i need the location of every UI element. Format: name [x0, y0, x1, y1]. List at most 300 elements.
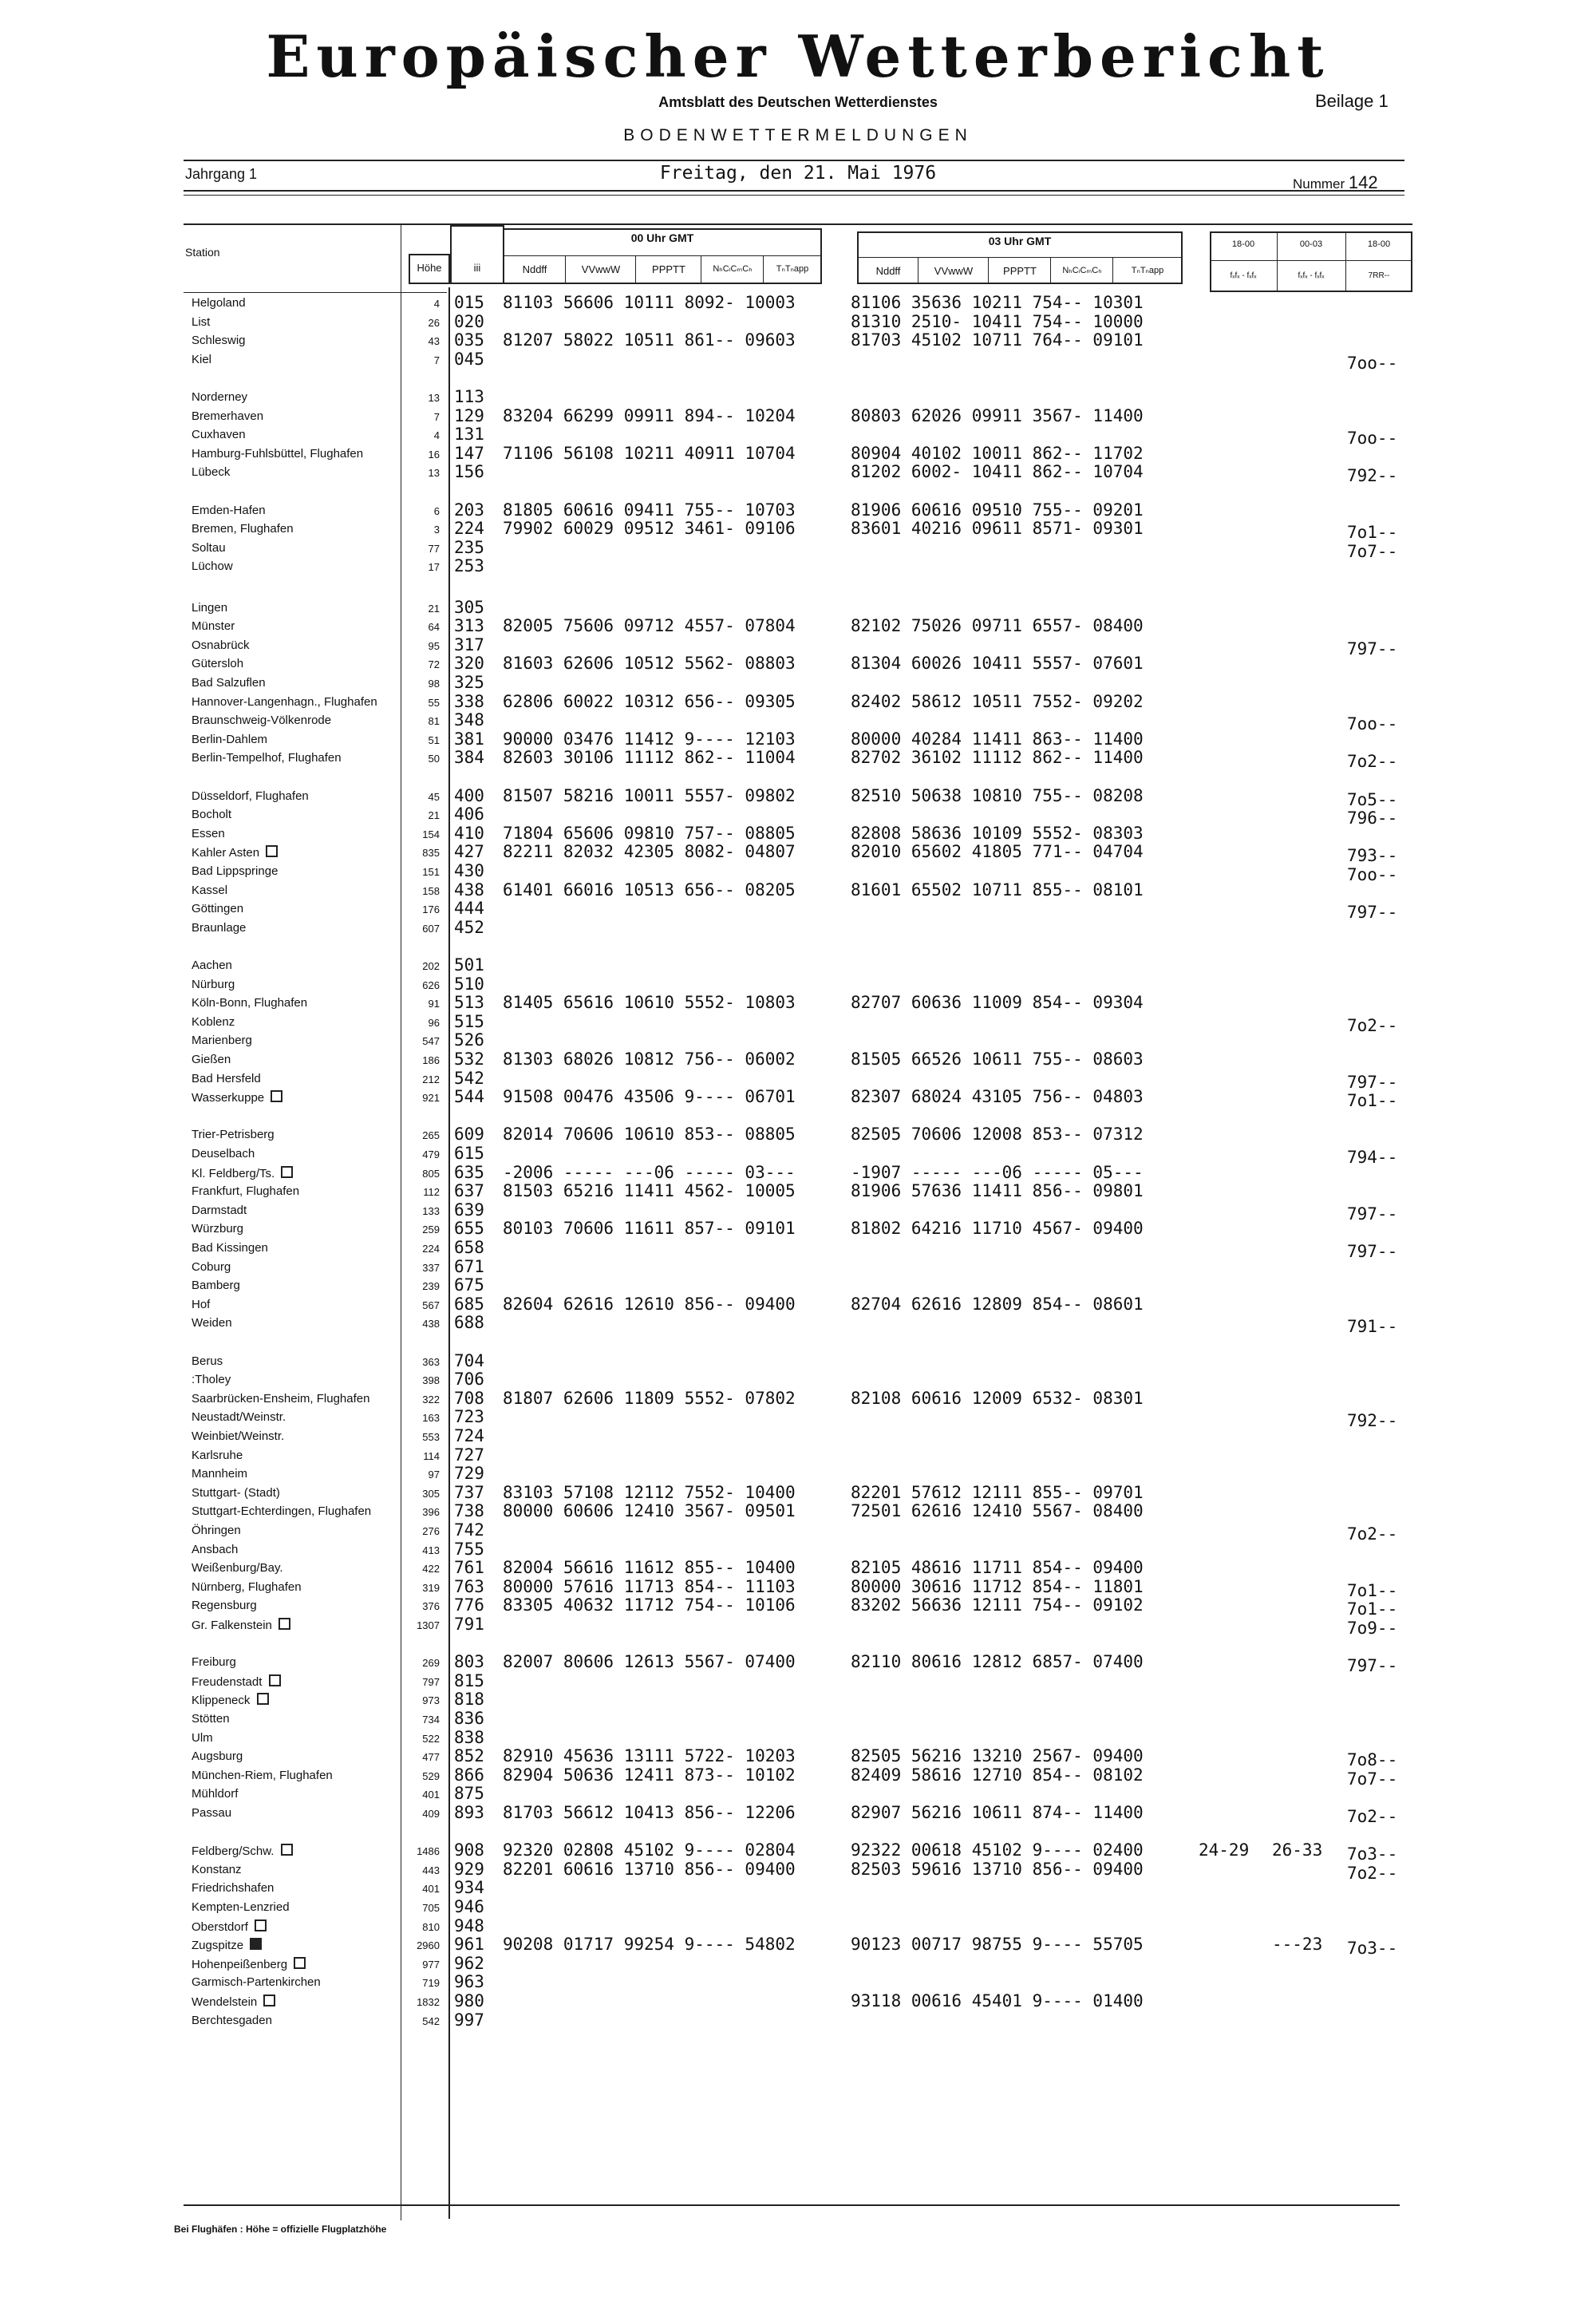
table-row: [0, 1294, 1596, 1312]
station-name: [192, 1279, 240, 1292]
issue-number-label: Nummer: [1293, 176, 1345, 192]
station-name: [192, 1580, 302, 1594]
obs-03-gmt: 92322 00618 45102 9---- 02400: [851, 1840, 1144, 1860]
station-name: [192, 1995, 275, 2009]
station-name-label: Köln-Bonn, Flughafen: [192, 996, 308, 1010]
station-name: [192, 1486, 280, 1500]
station-name-label: Weiden: [192, 1316, 232, 1330]
station-name-label: Braunschweig-Völkenrode: [192, 714, 332, 727]
station-name: [192, 714, 331, 727]
obs-00-gmt: 83204 66299 09911 894-- 10204: [503, 406, 796, 425]
station-name-label: Bamberg: [192, 1279, 240, 1292]
table-row: [0, 555, 1596, 574]
station-id: 406: [454, 805, 484, 824]
station-height: 77: [428, 543, 440, 555]
station-name: [192, 1919, 267, 1934]
station-name-label: Berlin-Tempelhof, Flughafen: [192, 751, 342, 765]
station-height: 401: [422, 1883, 440, 1895]
station-name-label: Norderney: [192, 390, 248, 404]
table-row: [0, 1350, 1596, 1369]
col00-ppptt: PPPTT: [652, 263, 685, 275]
station-id: 452: [454, 918, 484, 937]
station-id: 737: [454, 1483, 484, 1502]
table-row: [0, 1086, 1596, 1110]
table-row: [0, 311, 1596, 330]
obs-03-gmt: 90123 00717 98755 9---- 55705: [851, 1935, 1144, 1954]
station-name: [192, 1975, 321, 1989]
station-id: 224: [454, 519, 484, 538]
precip-group: 7o1--: [1347, 523, 1398, 542]
col03-sep4: [1112, 257, 1113, 284]
precip-group: 7oo--: [1347, 429, 1398, 448]
precip-group: 7o2--: [1347, 1016, 1398, 1035]
col-period-sub3: 7RR--: [1368, 271, 1390, 280]
station-name-label: Göttingen: [192, 902, 244, 915]
precip-group: 794--: [1347, 1148, 1398, 1167]
footer-rule: [184, 2204, 1400, 2206]
station-height: 322: [422, 1394, 440, 1405]
table-row: [0, 785, 1596, 809]
table-row: [0, 1406, 1596, 1430]
station-name-label: Stuttgart-Echterdingen, Flughafen: [192, 1504, 372, 1518]
station-name: [192, 1599, 257, 1612]
station-name: [192, 353, 211, 366]
obs-03-gmt: 82510 50638 10810 755-- 08208: [851, 786, 1144, 805]
col03-ppptt: PPPTT: [1003, 265, 1037, 277]
obs-03-gmt: 80904 40102 10011 862-- 11702: [851, 444, 1144, 463]
station-height: 163: [422, 1412, 440, 1424]
obs-03-gmt: 82409 58616 12710 854-- 08102: [851, 1765, 1144, 1785]
station-height: 269: [422, 1657, 440, 1669]
col03-sep2: [988, 257, 989, 284]
obs-03-gmt: 82110 80616 12812 6857- 07400: [851, 1652, 1144, 1671]
station-name: [192, 1072, 261, 1085]
station-name: [192, 1938, 262, 1952]
empty-square-icon: [255, 1919, 267, 1931]
obs-03-gmt: 82704 62616 12809 854-- 08601: [851, 1295, 1144, 1314]
station-id: 430: [454, 861, 484, 880]
station-name-label: Osnabrück: [192, 638, 250, 652]
table-row: [0, 1896, 1596, 1915]
station-height: 363: [422, 1356, 440, 1368]
precip-group: 7o2--: [1347, 1524, 1398, 1544]
station-id: 946: [454, 1897, 484, 1916]
station-name-label: Gütersloh: [192, 657, 244, 670]
station-height: 224: [422, 1243, 440, 1255]
col-station: Station: [185, 246, 220, 259]
table-row: [0, 330, 1596, 348]
station-name: [192, 601, 227, 615]
precip-group: 797--: [1347, 1204, 1398, 1224]
table-row: [0, 880, 1596, 898]
group00-title: 00 Uhr GMT: [630, 231, 694, 244]
station-id: 035: [454, 330, 484, 350]
station-height: 114: [423, 1450, 440, 1462]
station-height: 21: [428, 603, 440, 615]
station-name-label: Mühldorf: [192, 1787, 239, 1801]
table-row: [0, 823, 1596, 841]
col00-nhcl: NₕCₗCₘCₕ: [713, 264, 753, 274]
station-height: 51: [428, 734, 440, 746]
station-height: 810: [422, 1921, 440, 1933]
station-name-label: Kempten-Lenzried: [192, 1900, 290, 1914]
station-name: [192, 428, 246, 441]
period-00-03-value: 26-33: [1272, 1840, 1323, 1860]
station-height: 422: [422, 1563, 440, 1575]
empty-square-icon: [266, 845, 278, 857]
station-height: 212: [422, 1073, 440, 1085]
station-name-label: Wendelstein: [192, 1995, 258, 2009]
station-name: [192, 1449, 243, 1462]
station-name: [192, 1241, 268, 1255]
station-name-label: :Tholey: [192, 1373, 231, 1386]
group03-title: 03 Uhr GMT: [988, 235, 1052, 247]
station-name-label: Würzburg: [192, 1222, 244, 1235]
station-height: 398: [422, 1374, 440, 1386]
station-name-label: Bad Hersfeld: [192, 1072, 261, 1085]
station-name: [192, 808, 231, 821]
station-name-label: Stötten: [192, 1712, 230, 1726]
station-name: [192, 996, 307, 1010]
station-name: [192, 1298, 210, 1311]
station-height: 13: [428, 467, 440, 479]
station-name: [192, 1429, 284, 1443]
station-name-label: Konstanz: [192, 1863, 242, 1876]
table-row: [0, 1557, 1596, 1575]
station-name-label: Frankfurt, Flughafen: [192, 1184, 300, 1198]
table-row: [0, 992, 1596, 1010]
table-row: [0, 917, 1596, 935]
table-row: [0, 424, 1596, 448]
station-name-label: Saarbrücken-Ensheim, Flughafen: [192, 1392, 370, 1405]
precip-group: 7oo--: [1347, 714, 1398, 733]
precip-group: 797--: [1347, 639, 1398, 658]
table-row: [0, 597, 1596, 615]
obs-03-gmt: 82505 56216 13210 2567- 09400: [851, 1746, 1144, 1765]
station-id: 045: [454, 350, 484, 369]
obs-03-gmt: 72501 62616 12410 5567- 08400: [851, 1501, 1144, 1520]
table-row: [0, 974, 1596, 992]
station-name-label: Deuselbach: [192, 1147, 255, 1160]
station-name-label: Bad Kissingen: [192, 1241, 268, 1255]
station-name-label: Hohenpeißenberg: [192, 1958, 288, 1971]
table-row: [0, 292, 1596, 310]
table-row: [0, 653, 1596, 671]
station-name: [192, 1561, 283, 1575]
obs-03-gmt: 81304 60026 10411 5557- 07601: [851, 654, 1144, 673]
station-name-label: Lüchow: [192, 559, 233, 573]
station-name-label: Emden-Hafen: [192, 504, 266, 517]
obs-00-gmt: 82211 82032 42305 8082- 04807: [503, 842, 796, 861]
station-name: [192, 1316, 232, 1330]
station-height: 626: [422, 979, 440, 991]
table-row: [0, 461, 1596, 485]
empty-square-icon: [281, 1166, 293, 1178]
obs-00-gmt: 82014 70606 10610 853-- 08805: [503, 1125, 796, 1144]
station-name: [192, 638, 250, 652]
station-name-label: Bremerhaven: [192, 409, 264, 423]
table-row: [0, 710, 1596, 733]
col03-vvwww: VVwwW: [934, 265, 974, 277]
table-row: [0, 1388, 1596, 1406]
station-height: 7: [433, 411, 440, 423]
station-height: 112: [423, 1186, 440, 1198]
station-height: 276: [422, 1525, 440, 1537]
station-name-label: Neustadt/Weinstr.: [192, 1410, 286, 1424]
table-row: [0, 1482, 1596, 1500]
station-name: [192, 733, 267, 746]
table-row: [0, 349, 1596, 373]
obs-00-gmt: 90000 03476 11412 9---- 12103: [503, 729, 796, 749]
obs-03-gmt: 82105 48616 11711 854-- 09400: [851, 1558, 1144, 1577]
table-row: [0, 729, 1596, 747]
col-period-sub1: fₓfₓ - fₓfₓ: [1230, 271, 1257, 280]
obs-03-gmt: -1907 ----- ---06 ----- 05---: [851, 1163, 1144, 1182]
station-name: [192, 1844, 293, 1858]
obs-03-gmt: 82808 58636 10109 5552- 08303: [851, 824, 1144, 843]
station-name-label: Coburg: [192, 1260, 231, 1274]
table-row: [0, 1180, 1596, 1199]
table-row: [0, 500, 1596, 518]
station-height: 443: [422, 1864, 440, 1876]
section-title: BODENWETTERMELDUNGEN: [623, 126, 973, 144]
obs-00-gmt: 81405 65616 10610 5552- 10803: [503, 993, 796, 1012]
station-id: 791: [454, 1615, 484, 1634]
obs-00-gmt: 82910 45636 13111 5722- 10203: [503, 1746, 796, 1765]
table-row: [0, 1030, 1596, 1048]
table-row: [0, 1425, 1596, 1444]
station-height: 705: [422, 1902, 440, 1914]
station-height: 45: [428, 791, 440, 803]
col00-sep2: [635, 255, 636, 284]
obs-03-gmt: 81505 66526 10611 755-- 08603: [851, 1050, 1144, 1069]
station-name: [192, 657, 243, 670]
station-name-label: Marienberg: [192, 1034, 252, 1047]
table-row: [0, 1312, 1596, 1336]
table-row: [0, 1445, 1596, 1463]
table-row: [0, 804, 1596, 828]
station-name: [192, 1147, 255, 1160]
period-18-00-value: 24-29: [1199, 1840, 1250, 1860]
obs-03-gmt: 81906 60616 09510 755-- 09201: [851, 500, 1144, 520]
table-row: [0, 1915, 1596, 1934]
station-name: [192, 1769, 333, 1782]
obs-00-gmt: -2006 ----- ---06 ----- 03---: [503, 1163, 796, 1182]
obs-03-gmt: 80000 30616 11712 854-- 11801: [851, 1577, 1144, 1596]
station-name-label: Soltau: [192, 541, 226, 555]
station-id: 526: [454, 1030, 484, 1050]
obs-00-gmt: 71106 56108 10211 40911 10704: [503, 444, 796, 463]
obs-03-gmt: 82108 60616 12009 6532- 08301: [851, 1389, 1144, 1408]
table-row: [0, 1463, 1596, 1481]
station-height: 719: [422, 1977, 440, 1989]
precip-group: 7o2--: [1347, 1807, 1398, 1826]
precip-group: 792--: [1347, 1411, 1398, 1430]
table-row: [0, 1783, 1596, 1801]
table-row: [0, 1218, 1596, 1236]
col00-sep4: [763, 255, 764, 284]
station-height: 734: [422, 1714, 440, 1726]
precip-group: 7oo--: [1347, 865, 1398, 884]
station-name: [192, 676, 266, 690]
station-height: 91: [428, 998, 440, 1010]
station-id: 875: [454, 1784, 484, 1803]
station-id: 948: [454, 1916, 484, 1935]
station-id: 961: [454, 1935, 484, 1954]
station-id: 776: [454, 1595, 484, 1615]
obs-00-gmt: 83305 40632 11712 754-- 10106: [503, 1595, 796, 1615]
station-id: 444: [454, 899, 484, 918]
obs-00-gmt: 90208 01717 99254 9---- 54802: [503, 1935, 796, 1954]
obs-00-gmt: 61401 66016 10513 656-- 08205: [503, 880, 796, 899]
col-period-00-03: 00-03: [1299, 239, 1323, 249]
station-height: 413: [422, 1544, 440, 1556]
station-id: 325: [454, 673, 484, 692]
obs-00-gmt: 82904 50636 12411 873-- 10102: [503, 1765, 796, 1785]
station-name: [192, 541, 226, 555]
table-row: [0, 443, 1596, 461]
station-id: 893: [454, 1803, 484, 1822]
station-height: 553: [422, 1431, 440, 1443]
obs-03-gmt: 93118 00616 45401 9---- 01400: [851, 1991, 1144, 2010]
obs-00-gmt: 81207 58022 10511 861-- 09603: [503, 330, 796, 350]
obs-00-gmt: 82201 60616 13710 856-- 09400: [503, 1860, 796, 1879]
station-height: 176: [422, 903, 440, 915]
precip-group: 7o1--: [1347, 1581, 1398, 1600]
period-divider: [1210, 260, 1411, 261]
obs-03-gmt: 81106 35636 10211 754-- 10301: [851, 293, 1144, 312]
obs-03-gmt: 80000 40284 11411 863-- 11400: [851, 729, 1144, 749]
station-id: 129: [454, 406, 484, 425]
station-name: [192, 1712, 230, 1726]
obs-03-gmt: 81202 6002- 10411 862-- 10704: [851, 462, 1144, 481]
station-name-label: Lingen: [192, 601, 228, 615]
station-name-label: Stuttgart- (Stadt): [192, 1486, 280, 1500]
station-id: 934: [454, 1878, 484, 1897]
station-name-label: Kassel: [192, 884, 228, 897]
table-row: [0, 1237, 1596, 1261]
table-row: [0, 1011, 1596, 1035]
station-id: 438: [454, 880, 484, 899]
group03-divider: [857, 257, 1181, 258]
station-height: 16: [428, 449, 440, 461]
empty-square-icon: [263, 1995, 275, 2006]
obs-00-gmt: 83103 57108 12112 7552- 10400: [503, 1483, 796, 1502]
station-name: [192, 390, 247, 404]
station-height: 98: [428, 678, 440, 690]
station-height: 977: [422, 1959, 440, 1971]
obs-03-gmt: 81802 64216 11710 4567- 09400: [851, 1219, 1144, 1238]
obs-03-gmt: 83601 40216 09611 8571- 09301: [851, 519, 1144, 538]
station-height: 239: [422, 1280, 440, 1292]
station-height: 64: [428, 621, 440, 633]
station-name: [192, 1900, 290, 1914]
station-name-label: Berchtesgaden: [192, 2014, 272, 2027]
table-row: [0, 1200, 1596, 1224]
precip-group: 7o7--: [1347, 542, 1398, 561]
table-row: [0, 1840, 1596, 1864]
station-height: 133: [422, 1205, 440, 1217]
table-header-top: [184, 223, 1412, 225]
station-id: 836: [454, 1709, 484, 1728]
station-name: [192, 884, 227, 897]
obs-00-gmt: 81103 56606 10111 8092- 10003: [503, 293, 796, 312]
table-row: [0, 2010, 1596, 2028]
col03-nddff: Nddff: [875, 265, 901, 277]
table-row: [0, 1745, 1596, 1769]
station-name: [192, 1957, 306, 1971]
station-id: 338: [454, 692, 484, 711]
station-name-label: Regensburg: [192, 1599, 257, 1612]
station-name: [192, 789, 309, 803]
station-id: 723: [454, 1407, 484, 1426]
precip-group: 7o5--: [1347, 790, 1398, 809]
publisher-subtitle: Amtsblatt des Deutschen Wetterdienstes: [658, 94, 938, 110]
obs-00-gmt: 71804 65606 09810 757-- 08805: [503, 824, 796, 843]
station-id: 501: [454, 955, 484, 975]
station-id: 963: [454, 1972, 484, 1991]
station-height: 186: [422, 1054, 440, 1066]
station-id: 235: [454, 538, 484, 557]
station-name-label: Koblenz: [192, 1015, 235, 1029]
station-id: 729: [454, 1464, 484, 1483]
station-name-label: Gießen: [192, 1053, 231, 1066]
station-name: [192, 619, 235, 633]
obs-00-gmt: 81807 62606 11809 5552- 07802: [503, 1389, 796, 1408]
station-height: 396: [422, 1506, 440, 1518]
precip-group: 7o7--: [1347, 1769, 1398, 1789]
station-id: 815: [454, 1671, 484, 1690]
station-id: 427: [454, 842, 484, 861]
station-height: 158: [422, 885, 440, 897]
precip-group: 7o2--: [1347, 1864, 1398, 1883]
station-name-label: Friedrichshafen: [192, 1881, 275, 1895]
issue-number-value: 142: [1348, 172, 1378, 192]
table-row: [0, 955, 1596, 973]
table-row: [0, 518, 1596, 542]
table-row: [0, 1689, 1596, 1707]
station-name: [192, 1524, 241, 1537]
station-name-label: Kiel: [192, 353, 212, 366]
precip-group: 7o1--: [1347, 1091, 1398, 1110]
table-row: [0, 1651, 1596, 1675]
station-name-label: Öhringen: [192, 1524, 241, 1537]
station-name-label: Schleswig: [192, 334, 246, 347]
precip-group: 7o2--: [1347, 752, 1398, 771]
station-id: 929: [454, 1860, 484, 1879]
station-name-label: Augsburg: [192, 1749, 243, 1763]
table-row: [0, 1068, 1596, 1092]
empty-square-icon: [257, 1693, 269, 1705]
station-height: 1486: [417, 1845, 440, 1857]
station-height: 409: [422, 1808, 440, 1820]
table-row: [0, 1576, 1596, 1600]
obs-03-gmt: 82307 68024 43105 756-- 04803: [851, 1087, 1144, 1106]
station-height: 438: [422, 1318, 440, 1330]
table-row: [0, 1953, 1596, 1971]
obs-03-gmt: 83202 56636 12111 754-- 09102: [851, 1595, 1144, 1615]
precip-group: 791--: [1347, 1317, 1398, 1336]
station-name-label: Karlsruhe: [192, 1449, 243, 1462]
table-row: [0, 747, 1596, 771]
station-height: 4: [433, 429, 440, 441]
table-row: [0, 635, 1596, 658]
station-id: 803: [454, 1652, 484, 1671]
station-name: [192, 1184, 299, 1198]
station-name-label: Freiburg: [192, 1655, 236, 1669]
station-id: 688: [454, 1313, 484, 1332]
obs-03-gmt: 82201 57612 12111 855-- 09701: [851, 1483, 1144, 1502]
